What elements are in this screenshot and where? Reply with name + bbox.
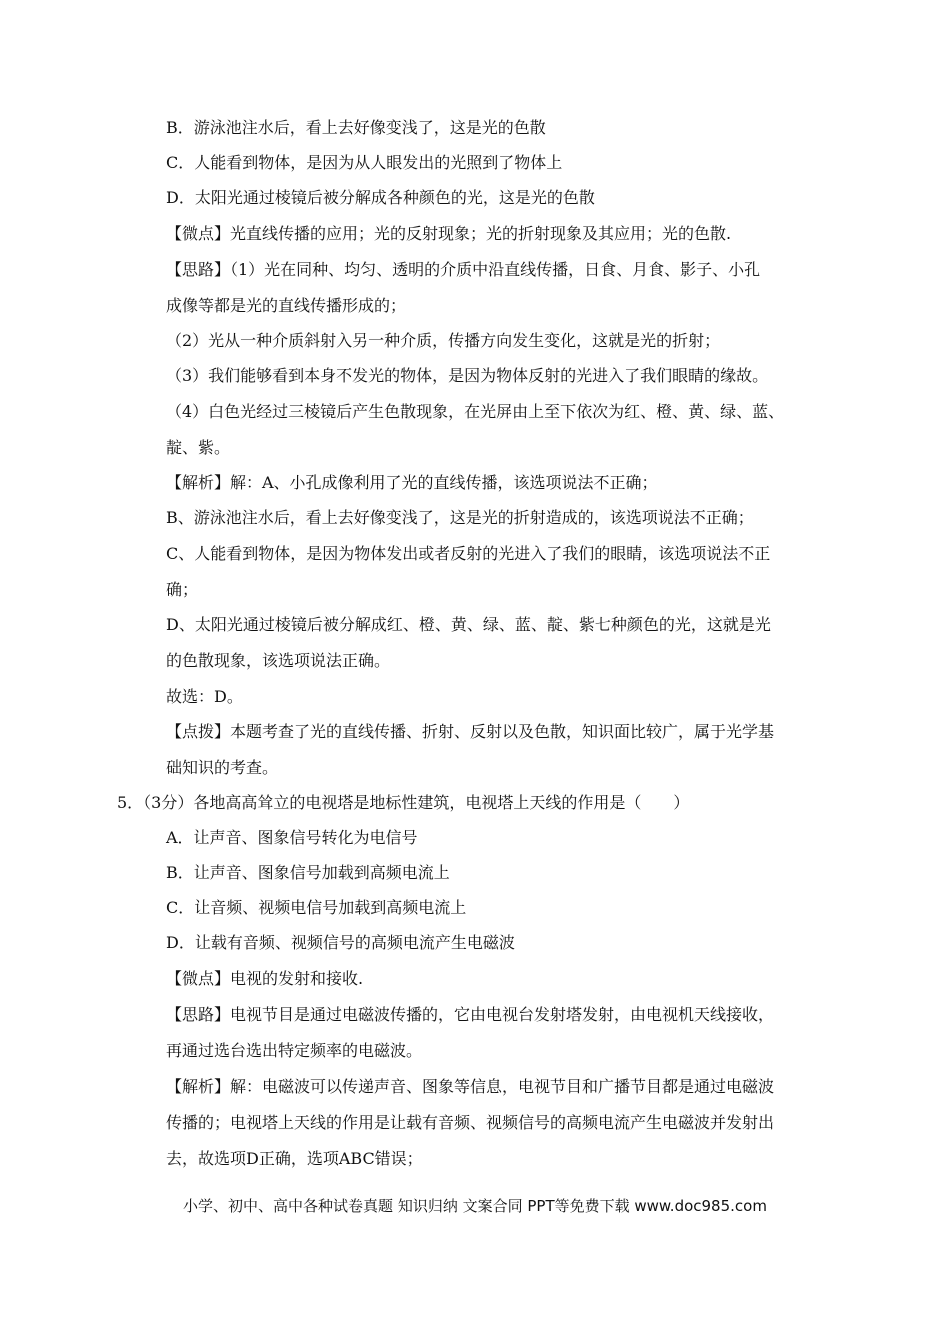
q5-jiexi-line-1: 【解析】解：电磁波可以传递声音、图象等信息，电视节目和广播节目都是通过电磁波 — [166, 1077, 775, 1096]
dianbo-line-1: 【点拨】本题考查了光的直线传播、折射、反射以及色散，知识面比较广，属于光学基 — [166, 722, 775, 741]
jiexi-line-2: B、游泳池注水后，看上去好像变浅了，这是光的折射造成的，该选项说法不正确； — [166, 508, 754, 527]
q5-jiexi-line-2: 传播的；电视塔上天线的作用是让载有音频、视频信号的高频电流产生电磁波并发射出 — [166, 1113, 775, 1132]
q5-weidian-line: 【微点】电视的发射和接收. — [166, 969, 364, 988]
q5-option-a: A．让声音、图象信号转化为电信号 — [166, 828, 418, 847]
option-c-line: C．人能看到物体，是因为从人眼发出的光照到了物体上 — [166, 153, 563, 172]
weidian-line: 【微点】光直线传播的应用；光的反射现象；光的折射现象及其应用；光的色散. — [166, 224, 732, 243]
q5-jiexi-line-3: 去，故选项D正确，选项ABC错误； — [166, 1149, 423, 1168]
q5-silu-line-1: 【思路】电视节目是通过电磁波传播的，它由电视台发射塔发射，由电视机天线接收， — [166, 1005, 775, 1024]
jiexi-line-1: 【解析】解：A、小孔成像利用了光的直线传播，该选项说法不正确； — [166, 473, 658, 492]
q5-silu-line-2: 再通过选台选出特定频率的电磁波。 — [166, 1041, 423, 1060]
page-footer: 小学、初中、高中各种试卷真题 知识归纳 文案合同 PPT等免费下载 www.doc985.com — [183, 1197, 767, 1215]
q5-option-c: C．让音频、视频电信号加载到高频电流上 — [166, 898, 467, 917]
silu-line-4: （3）我们能够看到本身不发光的物体，是因为物体反射的光进入了我们眼睛的缘故。 — [166, 366, 769, 385]
answer-line: 故选：D。 — [166, 687, 243, 706]
silu-line-5: （4）白色光经过三棱镜后产生色散现象，在光屏由上至下依次为红、橙、黄、绿、蓝、 — [166, 402, 785, 421]
question-5-line: 5．（3分）各地高高耸立的电视塔是地标性建筑，电视塔上天线的作用是（ ） — [117, 793, 690, 812]
silu-line-3: （2）光从一种介质斜射入另一种介质，传播方向发生变化，这就是光的折射； — [166, 331, 721, 350]
q5-option-b: B．让声音、图象信号加载到高频电流上 — [166, 863, 450, 882]
silu-line-1: 【思路】（1）光在同种、均匀、透明的介质中沿直线传播，日食、月食、影子、小孔 — [166, 260, 761, 279]
silu-line-6: 靛、紫。 — [166, 438, 231, 457]
jiexi-line-5: D、太阳光通过棱镜后被分解成红、橙、黄、绿、蓝、靛、紫七种颜色的光，这就是光 — [166, 615, 771, 634]
jiexi-line-4: 确； — [166, 580, 199, 599]
q5-option-d: D．让载有音频、视频信号的高频电流产生电磁波 — [166, 933, 515, 952]
silu-line-2: 成像等都是光的直线传播形成的； — [166, 296, 407, 315]
jiexi-line-3: C、人能看到物体，是因为物体发出或者反射的光进入了我们的眼睛，该选项说法不正 — [166, 544, 771, 563]
jiexi-line-6: 的色散现象，该选项说法正确。 — [166, 651, 391, 670]
option-b-line: B．游泳池注水后，看上去好像变浅了，这是光的色散 — [166, 118, 546, 137]
option-d-line: D．太阳光通过棱镜后被分解成各种颜色的光，这是光的色散 — [166, 188, 595, 207]
dianbo-line-2: 础知识的考查。 — [166, 758, 279, 777]
